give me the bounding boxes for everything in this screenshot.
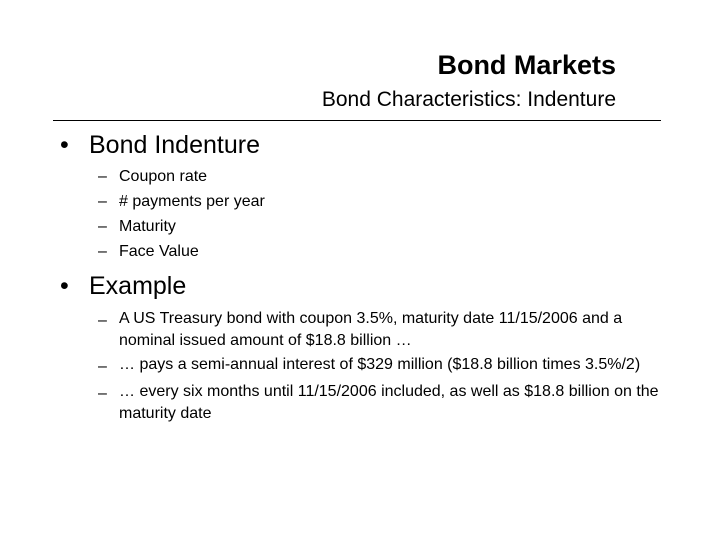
bullet-marker: • <box>60 272 69 300</box>
list-item-text: … every six months until 11/15/2006 included, as well as $18.8 billion on the maturity date <box>119 383 659 422</box>
bullet-example <box>60 272 186 301</box>
list-item-text: A US Treasury bond with coupon 3.5%, maturity date 11/15/2006 and a nominal issued amount of $18.8 billion … <box>119 310 623 349</box>
list-item <box>98 354 679 379</box>
slide-subtitle: Bond Characteristics: Indenture <box>321 88 616 111</box>
list-item <box>98 308 679 352</box>
list-item-text: Coupon rate <box>119 168 208 185</box>
list-item-text: … pays a semi-annual interest of $329 million ($18.8 billion times 3.5%/2) <box>119 356 641 373</box>
dash-marker: – <box>98 385 107 402</box>
list-item-text: Maturity <box>119 218 176 235</box>
dash-marker: – <box>98 243 107 260</box>
list-item <box>98 214 265 239</box>
list-item <box>98 189 265 214</box>
indenture-list <box>98 164 265 264</box>
title-divider <box>53 120 661 121</box>
bullet-bond-indenture <box>60 131 260 160</box>
dash-marker: – <box>98 168 107 185</box>
list-item <box>98 164 265 189</box>
example-list <box>98 308 679 427</box>
dash-marker: – <box>98 312 107 329</box>
dash-marker: – <box>98 218 107 235</box>
bullet-marker: • <box>60 131 69 159</box>
list-item-text: # payments per year <box>119 193 265 210</box>
bullet-label: Bond Indenture <box>89 131 260 159</box>
list-item-text: Face Value <box>119 243 199 260</box>
list-item <box>98 381 679 425</box>
list-item <box>98 239 265 264</box>
bullet-label: Example <box>89 272 187 300</box>
slide-title: Bond Markets <box>437 50 616 80</box>
dash-marker: – <box>98 193 107 210</box>
dash-marker: – <box>98 358 107 375</box>
